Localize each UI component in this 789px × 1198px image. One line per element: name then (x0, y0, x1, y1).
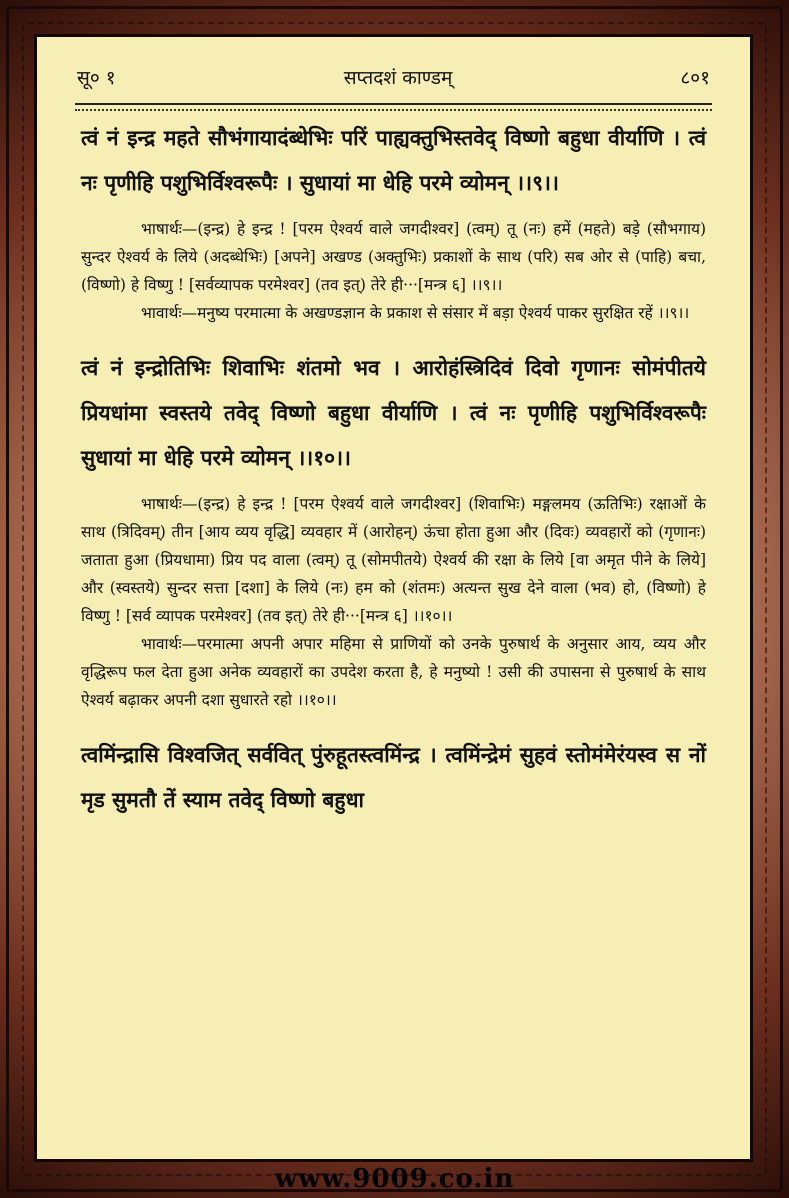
purport-10: भावार्थः—परमात्मा अपनी अपार महिमा से प्राणियों को उनके पुरुषार्थ के अनुसार आय, व्यय और वृद्धिरूप फल देता हुआ अनेक व्यवहारों का उपदेश करता है, हे मनुष्यो ! उसी की उपासना से पुरुषार्थ के साथ ऐश्वर्य बढ़ाकर अपनी दशा सुधारते रहो ।।१०।। (81, 635, 706, 709)
kanda-title: सप्तदशं काण्डम् (343, 67, 453, 89)
purport-9: भावार्थः—मनुष्य परमात्मा के अखण्डज्ञान के प्रकाश से संसार में बड़ा ऐश्वर्य पाकर सुरक्षित रहें ।।९।। (141, 304, 690, 322)
word-meaning-9: भाषार्थः—(इन्द्र) हे इन्द्र ! [परम ऐश्वर्य वाले जगदीश्वर] (त्वम्) तू (नः) हमें (महते) बड़े (सौभगाय) सुन्दर ऐश्वर्य के लिये (अदब्धेभिः) [अपने] अखण्ड (अक्तुभिः) प्रकाशों के साथ (परि) सब ओर से (पाहि) बचा, (विष्णो) हे विष्णु ! [सर्वव्यापक परमेश्वर] (तव इत्) तेरे ही···[मन्त्र ६] ।।९।। (81, 220, 706, 294)
page-content (81, 115, 706, 822)
header-rule (75, 103, 712, 111)
word-meaning-10: भाषार्थः—(इन्द्र) हे इन्द्र ! [परम ऐश्वर्य वाले जगदीश्वर] (शिवाभिः) मङ्गलमय (ऊतिभिः) रक्षाओं के साथ (त्रिदिवम्) तीन [आय व्यय वृद्धि] व्यवहार में (आरोहन्) ऊंचा होता हुआ और (दिवः) व्यवहारों को (गृणानः) जताता हुआ (प्रियधामा) प्रिय पद वाला (त्वम्) तू (सोमपीतये) ऐश्वर्य की रक्षा के लिये [वा अमृत पीने के लिये] और (स्वस्तये) सुन्दर सत्ता [दशा] के लिये (नः) हम को (शंतमः) अत्यन्त सुख देने वाला (भव) हो, (विष्णो) हे विष्णु ! [सर्व व्यापक परमेश्वर] (तव इत्) तेरे ही···[मन्त्र ६] ।।१०।। (81, 495, 706, 625)
mantra-10: त्वं नं इन्द्रोतिभिः शिवाभिः शंतमो भव । आरोहंस्त्रिदिवं दिवो गृणानः सोमंपीतये प्रियधांमा स्वस्तये तवेद् विष्णो बहुधा वीर्याणि । त्वं नः पृणीहि पशुभिर्विश्वरूपैः सुधायां मा धेहि परमे व्योमन् ।।१०।। (81, 355, 706, 470)
page-number: ८०१ (680, 67, 710, 89)
sutra-number: सू० १ (77, 67, 116, 89)
book-page (34, 34, 753, 1162)
page-header (77, 57, 710, 97)
website-watermark: www.9009.co.in (274, 1164, 515, 1194)
mantra-11-partial: त्वमिंन्द्रासि विश्वजित् सर्ववित् पुंरुहूतस्त्वमिंन्द्र । त्वमिंन्द्रेमं सुहवं स्तोमंमेरंयस्व स नों मृड सुमतौ तें स्याम तवेद् विष्णो बहुधा (81, 742, 706, 812)
mantra-9: त्वं नं इन्द्र महते सौभंगायादंब्धेभिः परिं पाह्यक्तुभिस्तवेद् विष्णो बहुधा वीर्याणि । त्वं नः पृणीहि पशुभिर्विश्वरूपैः । सुधायां मा धेहि परमे व्योमन् ।।९।। (81, 125, 706, 195)
